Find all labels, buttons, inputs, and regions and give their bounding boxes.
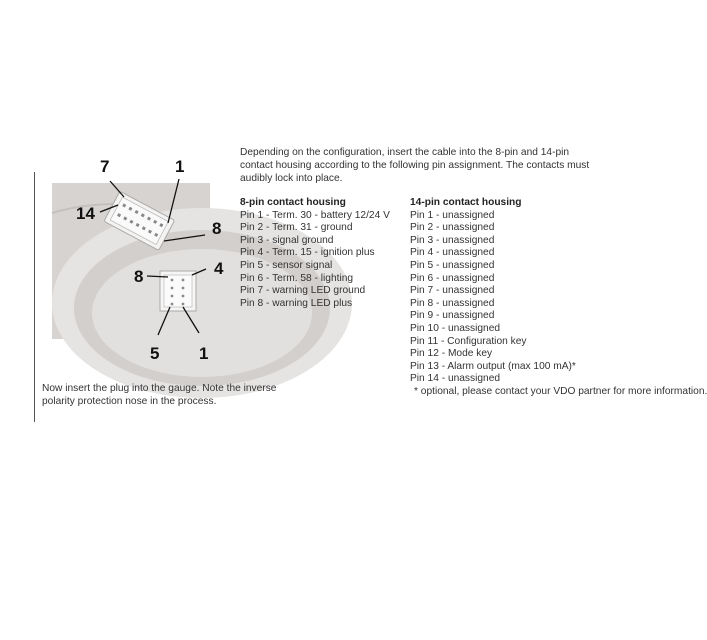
pin-list-item: Pin 5 - unassigned (410, 259, 495, 271)
callout-8-right: 8 (212, 219, 222, 238)
pin-list-item: Pin 9 - unassigned (410, 310, 495, 322)
pin-list-14 (410, 209, 707, 399)
callout-14: 14 (76, 204, 95, 223)
callout-1-top: 1 (175, 157, 185, 176)
pin-list-item: Pin 2 - unassigned (410, 222, 495, 234)
pin-list-item: Pin 7 - warning LED ground (240, 285, 366, 297)
pin-list-item: Pin 3 - unassigned (410, 234, 495, 246)
left-margin-rule (34, 172, 35, 422)
pin-list-item: Pin 10 - unassigned (410, 322, 501, 334)
pin-list-item: Pin 2 - Term. 31 - ground (240, 222, 353, 234)
pin-list-item: Pin 1 - unassigned (410, 209, 495, 221)
pin-list-item: Pin 6 - Term. 58 - lighting (240, 272, 354, 284)
callout-7: 7 (100, 157, 110, 176)
pin-list-item: Pin 8 - unassigned (410, 297, 495, 309)
pin-assignment-intro: Depending on the configuration, insert the cable into the 8-pin and 14-pin contact housing according to the following pin assignment. The contacts must audibly lock into place. (240, 147, 590, 184)
pin-table-14-title: 14-pin contact housing (410, 197, 522, 208)
pin-footnote: * optional, please contact your VDO partner for more information. (414, 385, 707, 397)
callout-8-left: 8 (134, 267, 144, 286)
pin-list-item: Pin 1 - Term. 30 - battery 12/24 V (240, 209, 390, 221)
pin-table-14 (410, 197, 707, 399)
callout-4: 4 (214, 259, 224, 278)
pin-list-item: Pin 4 - Term. 15 - ignition plus (240, 247, 375, 259)
plug-instruction-caption: Now insert the plug into the gauge. Note the inverse polarity protection nose in the process. (42, 383, 277, 407)
callout-1-bottom: 1 (199, 344, 209, 363)
pin-table-8 (240, 197, 390, 310)
pin-list-item: Pin 7 - unassigned (410, 285, 495, 297)
pin-list-item: Pin 8 - warning LED plus (240, 297, 353, 309)
pin-list-item: Pin 11 - Configuration key (410, 335, 527, 347)
pin-table-8-title: 8-pin contact housing (240, 197, 346, 208)
callout-5: 5 (150, 344, 160, 363)
pin-list-item: Pin 5 - sensor signal (240, 259, 333, 271)
pin-list-item: Pin 14 - unassigned (410, 373, 501, 385)
pin-list-item: Pin 13 - Alarm output (max 100 mA)* (410, 360, 576, 372)
pin-list-item: Pin 4 - unassigned (410, 247, 495, 259)
pin-list-8 (240, 210, 390, 311)
pin-list-item: Pin 3 - signal ground (240, 234, 334, 246)
pin-list-item: Pin 12 - Mode key (410, 348, 493, 360)
pin-list-item: Pin 6 - unassigned (410, 272, 495, 284)
